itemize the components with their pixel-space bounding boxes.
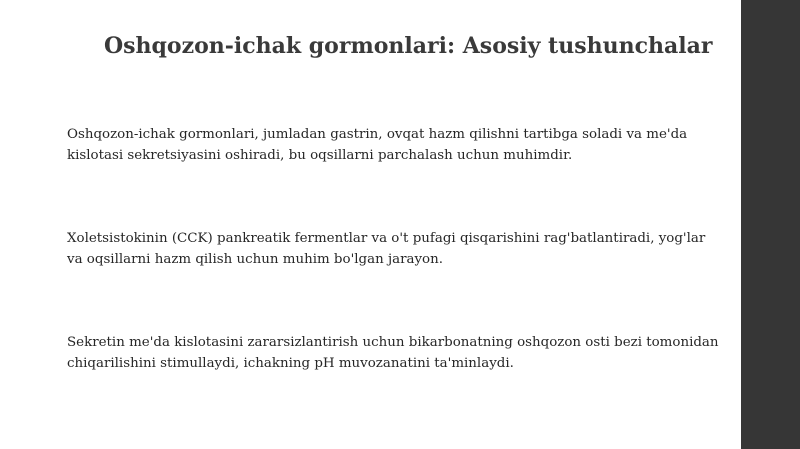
paragraph-line: Xoletsistokinin (CCK) pankreatik fermentlar va o't pufagi qisqarishini rag'batlantiradi, yog'lar <box>67 231 706 246</box>
right-sidebar-panel <box>741 0 800 449</box>
paragraph-line: Sekretin me'da kislotasini zararsizlantirish uchun bikarbonatning oshqozon osti bezi tomonidan <box>67 335 719 350</box>
paragraph-gastrin <box>67 124 757 166</box>
paragraph-line: chiqarilishini stimullaydi, ichakning pH muvozanatini ta'minlaydi. <box>67 356 514 371</box>
paragraph-secretin <box>67 332 757 374</box>
paragraph-line: kislotasi sekretsiyasini oshiradi, bu oqsillarni parchalash uchun muhimdir. <box>67 148 573 163</box>
slide-title: Oshqozon-ichak gormonlari: Asosiy tushunchalar <box>104 33 713 59</box>
paragraph-line: va oqsillarni hazm qilish uchun muhim bo'lgan jarayon. <box>67 252 443 267</box>
paragraph-cck <box>67 228 757 270</box>
paragraph-line: Oshqozon-ichak gormonlari, jumladan gastrin, ovqat hazm qilishni tartibga soladi va me'da <box>67 127 688 142</box>
